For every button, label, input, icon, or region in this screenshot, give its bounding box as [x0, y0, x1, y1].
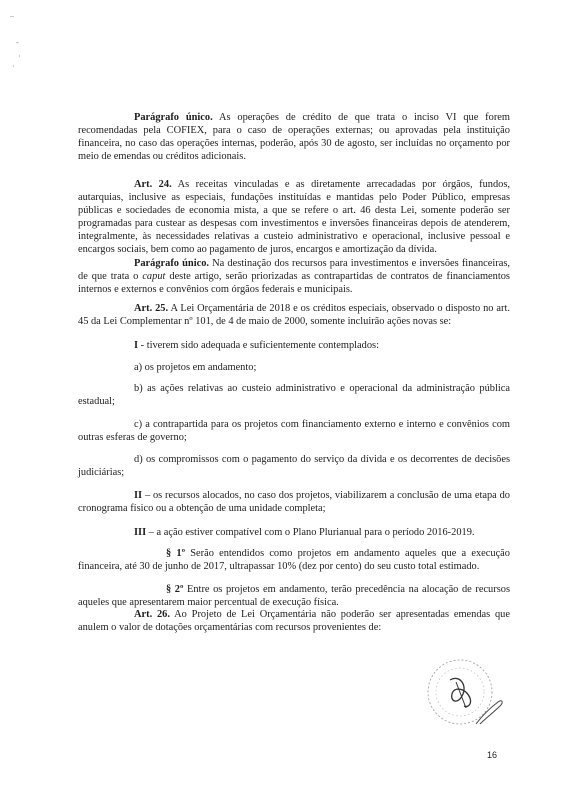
paragrafo-1-text: Serão entendidos como projetos em andamento aqueles que a execução financeira, até 30 de junho de 2017, ultrapassar 10% (dez por cento) do seu custo total estimado.: [78, 548, 510, 572]
paragrafo-1-title: § 1º: [166, 548, 186, 559]
art-24-text: As receitas vinculadas e as diretamente arrecadadas por órgãos, fundos, autarquias, inclusive as especiais, fundações instituídas e mantidas pelo Poder Público, empresas públicas e sociedades de economia mista, a que se refere o art. 46 desta Lei, somente poderão ser programadas para custear as despesas com investimentos e inversões financeiras depois de atenderem, integralmente, às necessidades relativas a custeio administrativo e operacional, inclusive pessoal e encargos sociais, bem como ao pagamento de juros, encargos e amortização da dívida.: [78, 179, 511, 255]
paragrafo-2-text: Entre os projetos em andamento, terão precedência na alocação de recursos aqueles que apresentarem maior percentual de execução física.: [78, 584, 510, 608]
art-25-text: A Lei Orçamentária de 2018 e os créditos especiais, observado o disposto no art. 45 da Lei Complementar nº 101, de 4 de maio de 2000, somente incluirão ações novas se:: [78, 303, 510, 327]
inciso-3-text: – a ação estiver compatível com o Plano Plurianual para o período 2016-2019.: [148, 527, 475, 538]
inciso-2-text: – os recursos alocados, no caso dos projetos, viabilizarem a conclusão de uma etapa do cronograma físico ou a obtenção de uma unidade completa;: [78, 490, 511, 514]
art-26-title: Art. 26.: [134, 609, 170, 620]
alinea-c: c) a contrapartida para os projetos com financiamento externo e interno e convênios com outras esferas de governo;: [78, 419, 510, 443]
speck: ·: [12, 62, 15, 71]
paragrafo-unico-1-text: As operações de crédito de que trata o inciso VI que forem recomendadas pela COFIEX, para o caso de operações externas; ou aprovadas pela instituição financeira, no caso das operações internas, poderão, após 30 de agosto, ser incluídas no orçamento por meio de emendas ou créditos adicionais.: [78, 112, 510, 162]
art-25: [78, 302, 510, 328]
paragrafo-unico-2: [78, 257, 510, 296]
inciso-3: [78, 526, 510, 539]
inciso-3-title: III: [134, 527, 147, 538]
scan-specks: [10, 10, 21, 72]
alinea-d: d) os compromissos com o pagamento do serviço da dívida e os decorrentes de decisões judiciárias;: [78, 454, 510, 478]
inciso-1-text: - tiverem sido adequada e suficientemente contemplados:: [140, 340, 379, 351]
art-26: [78, 608, 510, 634]
inciso-1-title: I: [134, 340, 139, 351]
paragrafo-1: [78, 547, 510, 573]
inciso-1: [78, 339, 510, 352]
paragrafo-2-title: § 2º: [166, 584, 184, 595]
paragrafo-unico-2-text-cont: deste artigo, serão priorizadas as contrapartidas de contratos de financiamentos internos e externos e convênios com órgãos federais e municipais.: [78, 271, 510, 295]
inciso-2-title: II: [134, 490, 143, 501]
art-26-text: Ao Projeto de Lei Orçamentária não poderão ser apresentadas emendas que anulem o valor de dotações orçamentárias com recursos provenientes de:: [78, 609, 510, 633]
caput-term: caput: [142, 271, 166, 282]
speck: ·: [18, 52, 21, 61]
alinea-b: b) as ações relativas ao custeio administrativo e operacional da administração pública estadual;: [78, 383, 510, 407]
paragrafo-unico-1: [78, 111, 510, 163]
seal-and-signature-icon: [416, 652, 512, 734]
art-25-title: Art. 25.: [134, 303, 169, 314]
paragrafo-unico-1-title: Parágrafo único.: [134, 112, 213, 123]
art-24-title: Art. 24.: [134, 179, 172, 190]
speck: ..: [10, 10, 14, 19]
paragrafo-unico-2-text: Na destinação dos recursos para investimentos e inversões financeiras, de que trata o: [78, 258, 510, 282]
alinea-a: a) os projetos em andamento;: [134, 362, 257, 373]
page-number: 16: [487, 750, 498, 760]
inciso-2: [78, 489, 510, 515]
speck: -: [16, 38, 19, 47]
paragrafo-2: [78, 583, 510, 609]
art-24: [78, 178, 510, 256]
paragrafo-unico-2-title: Parágrafo único.: [134, 258, 210, 269]
